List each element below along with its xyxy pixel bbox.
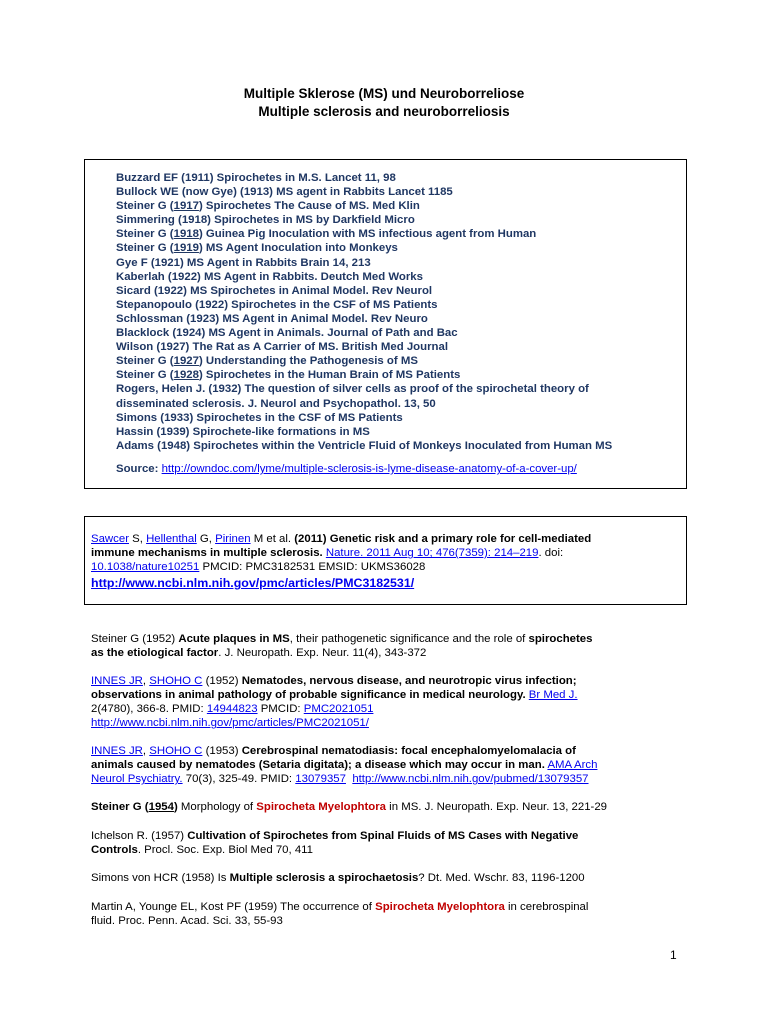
ref-text: 2(4780), 366-8. PMID: xyxy=(91,703,207,716)
list-item: Stepanopoulo (1922) Spirochetes in the CSF of MS Patients xyxy=(116,298,438,311)
citation-text: PMCID: PMC3182531 EMSID: UKMS36028 xyxy=(199,561,426,574)
reference-martin-1959 xyxy=(91,900,588,928)
list-item-text: Steiner G ( xyxy=(116,355,174,368)
source-label: Source: xyxy=(116,463,159,475)
list-item: Simmering (1918) Spirochetes in MS by Darkfield Micro xyxy=(116,214,415,227)
doi-link[interactable]: 10.1038/nature10251 xyxy=(91,561,200,574)
author-link[interactable]: INNES JR xyxy=(91,745,143,757)
list-item-text: ) Understanding the Pathogenesis of MS xyxy=(198,355,418,368)
author-link[interactable]: SHOHO C xyxy=(149,675,203,687)
ref-title: ) xyxy=(173,801,178,813)
ref-title: Steiner G ( xyxy=(91,801,149,813)
ref-title: Controls xyxy=(91,844,138,857)
reference-innes-1952 xyxy=(91,674,578,730)
list-item: Buzzard EF (1911) Spirochetes in M.S. Lancet 11, 98 xyxy=(116,172,396,184)
list-item xyxy=(116,227,612,241)
ref-title: Nematodes, nervous disease, and neurotropic virus infection; xyxy=(241,675,577,687)
ref-text: , xyxy=(142,675,150,687)
ref-text: in cerebrospinal xyxy=(504,901,589,913)
list-item: Bullock WE (now Gye) (1913) MS agent in Rabbits Lancet 1185 xyxy=(116,186,453,199)
highlight-term: Spirocheta Myelophtora xyxy=(375,901,505,913)
ref-title: Multiple sclerosis a spirochaetosis xyxy=(229,872,419,884)
pmid-link[interactable]: 14944823 xyxy=(206,703,258,716)
author-link[interactable]: Sawcer xyxy=(91,533,129,545)
pmcid-link[interactable]: PMC2021051 xyxy=(303,703,374,716)
citation-text: G, xyxy=(196,533,216,545)
ref-text: Ichelson R. (1957) xyxy=(91,830,188,842)
list-item-text: Steiner G ( xyxy=(116,228,174,241)
ref-text: , xyxy=(142,745,150,757)
year-link[interactable]: 1927 xyxy=(173,355,199,368)
author-link[interactable]: Pirinen xyxy=(215,533,251,545)
author-link[interactable]: INNES JR xyxy=(91,675,143,687)
list-item: Schlossman (1923) MS Agent in Animal Model. Rev Neuro xyxy=(116,312,428,325)
pmc-url-link[interactable]: http://www.ncbi.nlm.nih.gov/pmc/articles/PMC2021051/ xyxy=(91,717,369,730)
ref-text: (1953) xyxy=(202,745,242,757)
sawcer-citation-box xyxy=(84,516,687,605)
source-link[interactable]: http://owndoc.com/lyme/multiple-sclerosis-is-lyme-disease-anatomy-of-a-cover-up/ xyxy=(161,463,577,475)
ref-text: fluid. Proc. Penn. Acad. Sci. 33, 55-93 xyxy=(91,915,283,928)
ref-text: ? Dt. Med. Wschr. 83, 1196-1200 xyxy=(418,872,585,884)
list-item xyxy=(116,199,612,213)
ref-title: Acute plaques in MS xyxy=(178,633,290,645)
ref-text: Martin A, Younge EL, Kost PF (1959) The occurrence of xyxy=(91,901,376,913)
year-link[interactable]: 1917 xyxy=(173,200,199,213)
ref-text: 70(3), 325-49. PMID: xyxy=(182,773,296,786)
page-number: 1 xyxy=(670,948,677,962)
list-item: Sicard (1922) MS Spirochetes in Animal Model. Rev Neurol xyxy=(116,284,433,297)
ref-title: Cerebrospinal nematodiasis: focal encephalomyelomalacia of xyxy=(241,745,576,757)
list-item: Blacklock (1924) MS Agent in Animals. Journal of Path and Bac xyxy=(116,327,458,340)
list-item xyxy=(116,241,612,255)
ref-text: Simons von HCR (1958) Is xyxy=(91,872,230,884)
pmid-link[interactable]: 13079357 xyxy=(295,773,346,786)
ref-title: spirochetes xyxy=(528,633,593,645)
ref-year: 1954 xyxy=(148,801,174,813)
ref-text: (1952) xyxy=(202,675,242,687)
reference-steiner-1954 xyxy=(91,800,607,814)
list-item: Gye F (1921) MS Agent in Rabbits Brain 14, 213 xyxy=(116,256,371,269)
author-link[interactable]: Hellenthal xyxy=(146,533,197,545)
citation-text: . doi: xyxy=(538,547,564,560)
list-item: Wilson (1927) The Rat as A Carrier of MS. British Med Journal xyxy=(116,341,448,354)
ref-text: . J. Neuropath. Exp. Neur. 11(4), 343-372 xyxy=(218,647,427,660)
history-list xyxy=(116,171,612,453)
ref-title: as the etiological factor xyxy=(91,647,219,660)
ref-title: Cultivation of Spirochetes from Spinal Fluids of MS Cases with Negative xyxy=(187,830,579,842)
ref-text: , their pathogenetic significance and the role of xyxy=(289,633,529,645)
ref-title: animals caused by nematodes (Setaria digitata); a disease which may occur in man. xyxy=(91,759,545,772)
ref-text: in MS. J. Neuropath. Exp. Neur. 13, 221-29 xyxy=(386,801,607,813)
list-item: Kaberlah (1922) MS Agent in Rabbits. Deutch Med Works xyxy=(116,270,423,283)
citation-title: immune mechanisms in multiple sclerosis. xyxy=(91,547,323,560)
list-item-text: Steiner G ( xyxy=(116,242,174,255)
pubmed-url-link[interactable]: http://www.ncbi.nlm.nih.gov/pubmed/13079357 xyxy=(352,773,589,786)
list-item: Rogers, Helen J. (1932) The question of silver cells as proof of the spirochetal theory of xyxy=(116,383,589,396)
list-item: Simons (1933) Spirochetes in the CSF of MS Patients xyxy=(116,411,403,424)
list-item-text: ) MS Agent Inoculation into Monkeys xyxy=(198,242,398,255)
year-link[interactable]: 1918 xyxy=(173,228,199,241)
list-item: Hassin (1939) Spirochete-like formations in MS xyxy=(116,425,370,438)
year-link[interactable]: 1919 xyxy=(173,242,199,255)
list-item xyxy=(116,354,612,368)
list-item-text: ) Guinea Pig Inoculation with MS infectious agent from Human xyxy=(198,228,537,241)
author-link[interactable]: SHOHO C xyxy=(149,745,203,757)
ref-text: . Procl. Soc. Exp. Biol Med 70, 411 xyxy=(137,844,313,857)
list-item-text: Steiner G ( xyxy=(116,369,174,382)
journal-link[interactable]: Br Med J. xyxy=(528,689,578,702)
pmc-url-link[interactable]: http://www.ncbi.nlm.nih.gov/pmc/articles/PMC3182531/ xyxy=(91,576,415,591)
list-item: Adams (1948) Spirochetes within the Ventricle Fluid of Monkeys Inoculated from Human MS xyxy=(116,439,613,452)
year-link[interactable]: 1928 xyxy=(173,369,199,382)
page-subtitle: Multiple sclerosis and neuroborreliosis xyxy=(258,104,510,119)
citation-text: M et al. xyxy=(250,533,295,545)
reference-simons-1958 xyxy=(91,871,585,885)
citation-text: S, xyxy=(128,533,147,545)
reference-ichelson-1957 xyxy=(91,829,578,857)
list-item-text: ) Spirochetes The Cause of MS. Med Klin xyxy=(198,200,420,213)
history-reference-box xyxy=(84,159,687,489)
ref-title: observations in animal pathology of probable significance in medical neurology. xyxy=(91,689,526,702)
highlight-term: Spirocheta Myelophtora xyxy=(256,801,387,813)
list-item-text: Steiner G ( xyxy=(116,200,174,213)
page-title: Multiple Sklerose (MS) und Neuroborreliose xyxy=(243,86,525,101)
ref-text: Steiner G (1952) xyxy=(91,633,179,645)
citation-line xyxy=(91,560,591,574)
citation-line xyxy=(91,546,591,560)
ref-text: Morphology of xyxy=(177,801,257,813)
ref-text: PMCID: xyxy=(257,703,304,716)
journal-link[interactable]: Neurol Psychiatry. xyxy=(91,773,183,786)
list-item-text: ) Spirochetes in the Human Brain of MS Patients xyxy=(198,369,461,382)
journal-link[interactable]: Nature. 2011 Aug 10; 476(7359): 214–219 xyxy=(325,547,539,560)
reference-steiner-1952 xyxy=(91,632,592,660)
citation-title: (2011) Genetic risk and a primary role for cell-mediated xyxy=(294,533,592,545)
reference-innes-1953 xyxy=(91,744,597,786)
source-line xyxy=(116,463,577,475)
citation-line xyxy=(91,532,591,546)
journal-link[interactable]: AMA Arch xyxy=(547,759,598,772)
list-item: disseminated sclerosis. J. Neurol and Psychopathol. 13, 50 xyxy=(116,397,436,410)
list-item xyxy=(116,368,612,382)
